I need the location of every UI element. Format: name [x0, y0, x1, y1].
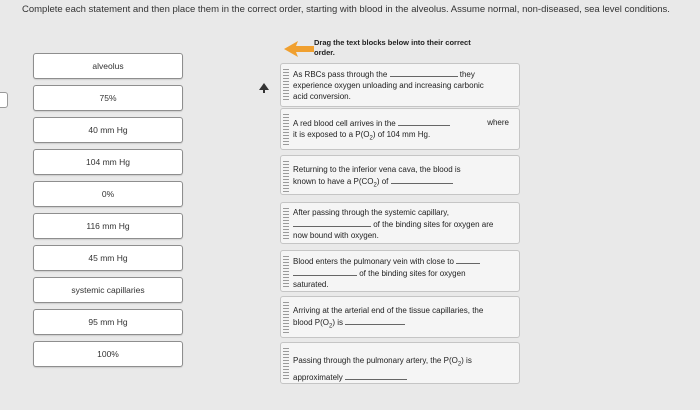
instructions-text: Complete each statement and then place them in the correct order, starting with blood in the alveolus. Assume normal, non-diseased, sea level conditions. [22, 4, 670, 15]
answer-block-104-mmhg[interactable]: 104 mm Hg [33, 149, 183, 175]
answer-block-alveolus[interactable]: alveolus [33, 53, 183, 79]
answer-block-45-mmhg[interactable]: 45 mm Hg [33, 245, 183, 271]
statement-block-rbc-arrives[interactable]: A red blood cell arrives in the where it is exposed to a $P(O_2)$ of 104 mm Hg. [280, 108, 520, 150]
answer-block-75-percent[interactable]: 75% [33, 85, 183, 111]
answer-bank [33, 0, 185, 410]
statement-block-rbc-pass[interactable]: As RBCs pass through the they experience oxygen unloading and increasing carbonic acid conversion. [280, 63, 520, 107]
drag-handle-icon[interactable] [283, 348, 289, 380]
answer-block-40-mmhg[interactable]: 40 mm Hg [33, 117, 183, 143]
blank-field[interactable] [293, 267, 357, 276]
drag-handle-icon[interactable] [283, 161, 289, 193]
blank-field[interactable] [398, 117, 450, 126]
answer-block-systemic-capillaries[interactable]: systemic capillaries [33, 277, 183, 303]
drag-handle-icon[interactable] [283, 256, 289, 288]
blank-field[interactable] [391, 175, 453, 184]
statement-block-pulmonary-artery[interactable]: Passing through the pulmonary artery, the $P(O_2)$ is approximately [280, 342, 520, 384]
drag-handle-icon[interactable] [283, 302, 289, 334]
blank-field[interactable] [456, 255, 480, 264]
blank-field[interactable] [390, 68, 458, 77]
drag-handle-icon[interactable] [283, 69, 289, 101]
pointer-arrow-icon [284, 40, 314, 58]
blank-field[interactable] [345, 316, 405, 325]
statement-block-inferior-vena-cava[interactable]: Returning to the inferior vena cava, the blood is known to have a $P(CO_2)$ of [280, 155, 520, 195]
statement-block-arterial-end[interactable]: Arriving at the arterial end of the tissue capillaries, the blood $P(O_2)$ is [280, 296, 520, 338]
arrow-up-icon [259, 83, 269, 93]
drag-handle-icon[interactable] [283, 208, 289, 240]
answer-block-116-mmhg[interactable]: 116 mm Hg [33, 213, 183, 239]
answer-block-95-mmhg[interactable]: 95 mm Hg [33, 309, 183, 335]
statement-block-pulmonary-vein[interactable]: Blood enters the pulmonary vein with close to of the binding sites for oxygen saturated. [280, 250, 520, 292]
drag-handle-icon[interactable] [283, 114, 289, 146]
blank-field[interactable] [293, 218, 371, 227]
left-edge-tab[interactable] [0, 92, 8, 108]
answer-block-0-percent[interactable]: 0% [33, 181, 183, 207]
blank-field[interactable] [345, 371, 407, 380]
drag-header: Drag the text blocks below into their correct order. [314, 38, 471, 57]
statement-block-systemic-capillary[interactable]: After passing through the systemic capillary, of the binding sites for oxygen are now bound with oxygen. [280, 202, 520, 244]
answer-block-100-percent[interactable]: 100% [33, 341, 183, 367]
